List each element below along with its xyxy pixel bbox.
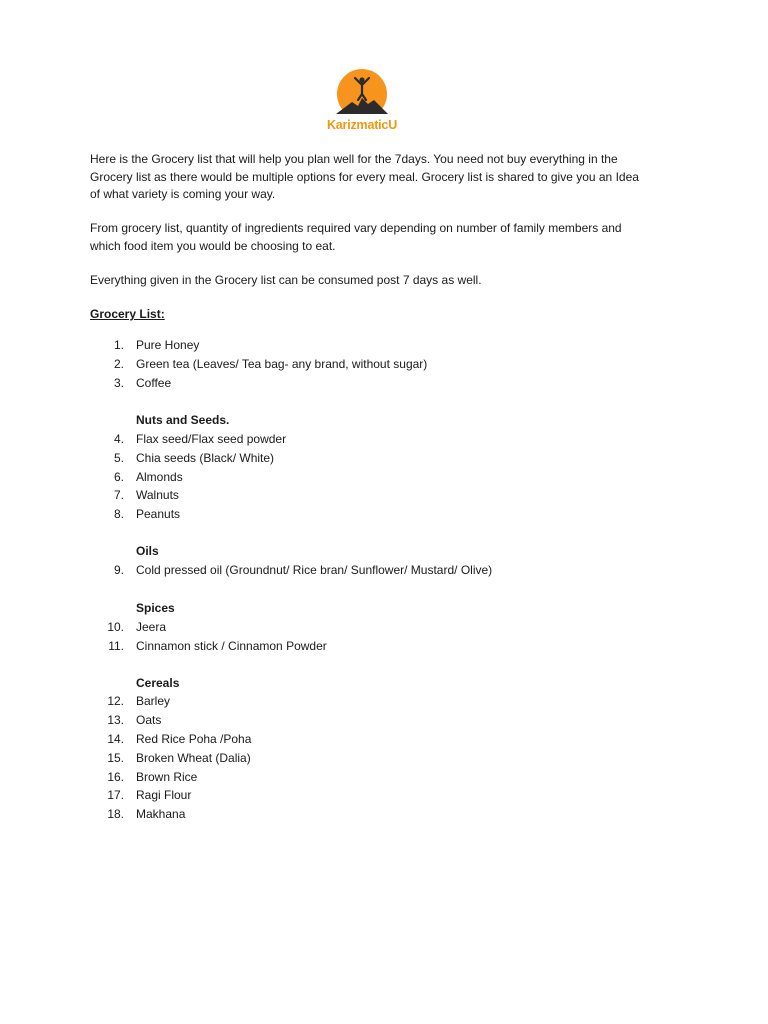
list-item: [0, 449, 768, 467]
item-number: 9.: [113, 563, 124, 577]
item-text: Jeera: [136, 620, 167, 634]
item-text: Walnuts: [136, 488, 179, 502]
item-text: Peanuts: [136, 507, 181, 521]
item-text: Green tea (Leaves/ Tea bag- any brand, without sugar): [136, 357, 428, 371]
item-number: 15.: [107, 751, 124, 765]
intro-paragraph-1: [90, 151, 690, 204]
list-item: [0, 355, 768, 373]
item-text: Flax seed/Flax seed powder: [136, 432, 287, 446]
item-number: 18.: [107, 807, 124, 821]
item-number: 17.: [107, 788, 124, 802]
item-text: Pure Honey: [136, 338, 200, 352]
list-item: [0, 805, 768, 823]
item-number: 3.: [113, 376, 124, 390]
item-number: 5.: [113, 451, 124, 465]
list-item: [0, 336, 768, 354]
item-number: 13.: [107, 713, 124, 727]
item-number: 2.: [113, 357, 124, 371]
item-text: Chia seeds (Black/ White): [136, 451, 275, 465]
list-item: [0, 637, 768, 655]
item-text: Barley: [136, 694, 171, 708]
sun-mountain-icon: [322, 68, 402, 120]
logo-text: KarizmaticU: [326, 118, 398, 132]
item-number: 12.: [107, 694, 124, 708]
list-item: [0, 730, 768, 748]
item-text: Almonds: [136, 470, 183, 484]
list-item: [0, 768, 768, 786]
item-number: 8.: [113, 507, 124, 521]
list-item: [0, 692, 768, 710]
intro-line: of what variety is coming your way.: [90, 187, 276, 201]
item-number: 4.: [113, 432, 124, 446]
intro-paragraph-2: [90, 220, 690, 255]
grocery-list-heading: Grocery List:: [90, 307, 165, 321]
list-item: [0, 505, 768, 523]
list-item: [0, 468, 768, 486]
item-text: Red Rice Poha /Poha: [136, 732, 252, 746]
list-item: [0, 561, 768, 579]
intro-paragraph-3: Everything given in the Grocery list can be consumed post 7 days as well.: [90, 273, 482, 287]
item-number: 6.: [113, 470, 124, 484]
item-text: Cold pressed oil (Groundnut/ Rice bran/ Sunflower/ Mustard/ Olive): [136, 563, 493, 577]
list-item: [0, 749, 768, 767]
list-item: [0, 486, 768, 504]
item-number: 14.: [107, 732, 124, 746]
item-number: 11.: [108, 639, 124, 653]
section-heading-cereals: Cereals: [136, 676, 180, 690]
intro-line: Grocery list as there would be multiple options for every meal. Grocery list is shared to give you an Idea: [90, 169, 639, 184]
item-text: Cinnamon stick / Cinnamon Powder: [136, 639, 327, 653]
item-text: Ragi Flour: [136, 788, 192, 802]
item-text: Coffee: [136, 376, 172, 390]
item-number: 1.: [113, 338, 124, 352]
section-heading-spices: Spices: [136, 601, 175, 615]
item-text: Brown Rice: [136, 770, 198, 784]
intro-line: which food item you would be choosing to eat.: [90, 238, 336, 253]
item-number: 7.: [113, 488, 124, 502]
item-number: 16.: [107, 770, 124, 784]
item-number: 10.: [107, 620, 124, 634]
intro-line: Here is the Grocery list that will help you plan well for the 7days. You need not buy everything in the: [90, 152, 618, 166]
item-text: Broken Wheat (Dalia): [136, 751, 251, 765]
intro-line: From grocery list, quantity of ingredients required vary depending on number of family members and: [90, 221, 622, 235]
section-heading-oils: Oils: [136, 544, 159, 558]
karizmaticu-logo: [322, 68, 402, 138]
list-item: [0, 374, 768, 392]
section-heading-nuts: Nuts and Seeds.: [136, 413, 230, 427]
item-text: Oats: [136, 713, 162, 727]
list-item: [0, 618, 768, 636]
item-text: Makhana: [136, 807, 186, 821]
list-item: [0, 430, 768, 448]
list-item: [0, 711, 768, 729]
list-item: [0, 786, 768, 804]
